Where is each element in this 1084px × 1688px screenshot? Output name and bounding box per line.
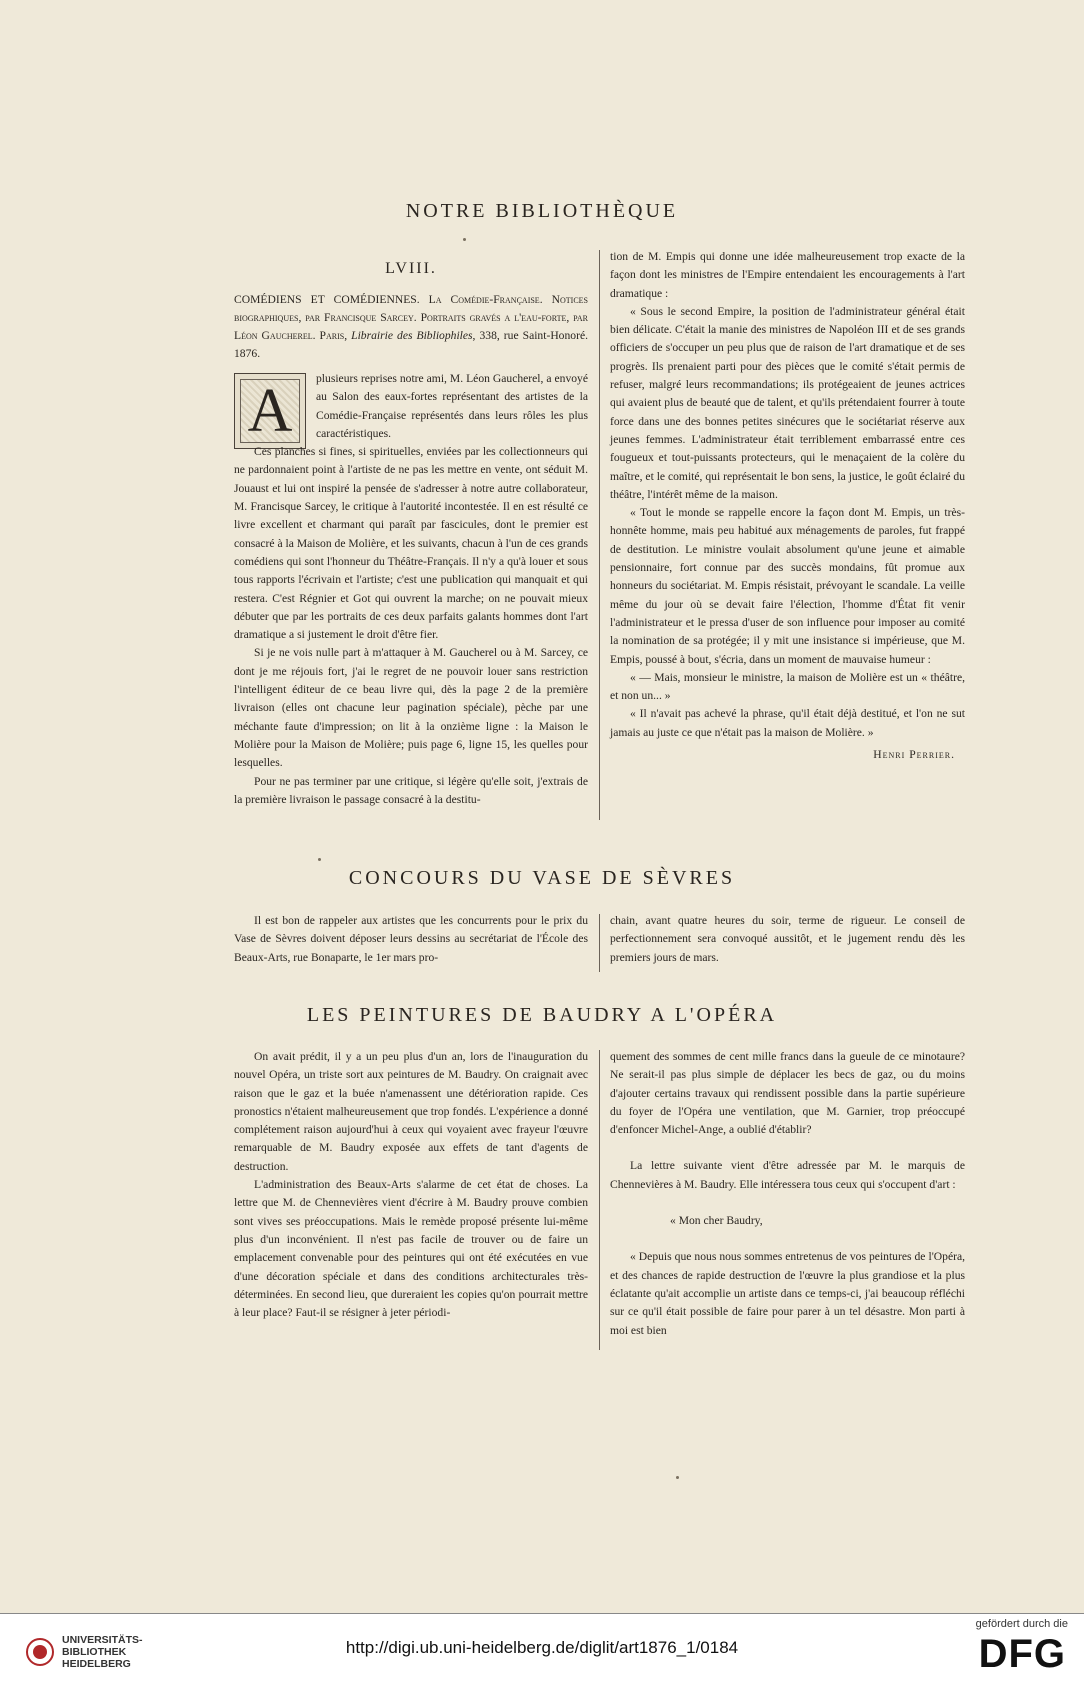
paragraph: On avait prédit, il y a un peu plus d'un an, lors de l'inauguration du nouvel Opéra, un triste sort aux peintures de M. Baudry. On craignait avec raison que le gaz et la buée n'amenassent une détérioration rapide. Ces pronostics n'étaient malheureusement que trop fondés. L'expérience a donné complétement raison aujourd'hui à ceux qui voyaient avec frayeur l'œuvre remarquable de M. Baudry exposée aux effets de tant d'agents de destruction.: [234, 1050, 588, 1173]
letter-salutation: « Mon cher Baudry,: [670, 1214, 763, 1228]
section-heading-bibliotheque: NOTRE BIBLIOTHÈQUE: [405, 200, 679, 222]
paragraph: Pour ne pas terminer par une critique, si légère qu'elle soit, j'extrais de la première livraison le passage consacré à la destitu-: [234, 774, 588, 806]
paragraph: tion de M. Empis qui donne une idée malheureusement trop exacte de la façon dont les ministres de l'Empire entendaient les encouragements à l'art dramatique :: [610, 250, 965, 300]
book-details: La Comédie-Française. Notices biographiques, par Francisque Sarcey. Portraits gravés a l'eau-forte, par Léon Gaucherel. Paris,: [234, 293, 588, 342]
column-divider: [599, 1050, 600, 1350]
paragraph: Ces planches si fines, si spirituelles, enviées par les collectionneurs qui ne pardonnaient point à l'artiste de ne pas les mettre en vente, ont séduit M. Jouaust et lui ont inspiré la pensée de s'adresser à notre autre collaborateur, M. Francisque Sarcey, le critique à l'autorité incontestée. Il en est résulté ce livre excellent et charmant qui paraît par fascicules, dont le premier est consacré à la Maison de Molière, et les suivants, chacun à l'un de ces grands comédiens qui sont l'honneur du Théâtre-Français. Il n'y a qu'à louer et sous tous rapports l'écrivain et l'artiste; c'est une publication qui manquait et qui restera. C'est Régnier et Got qui ouvrent la marche; on ne pouvait mieux débuter que par les portraits de ces deux parfaits galants hommes dont l'art dramatique a si justement le droit d'être fier.: [234, 445, 588, 642]
author-signature: Henri Perrier.: [873, 748, 955, 762]
paper-speck: [318, 858, 321, 861]
uni-line: BIBLIOTHEK: [62, 1646, 127, 1658]
paragraph-intro: plusieurs reprises notre ami, M. Léon Gaucherel, a envoyé au Salon des eaux-fortes représentant des artistes de la Comédie-Française représentés dans leurs rôles les plus caractéristiques.: [316, 372, 588, 440]
paragraph: L'administration des Beaux-Arts s'alarme de cet état de choses. La lettre que M. de Chennevières vient d'écrire à M. Baudry prouve combien sont vives ses préoccupations. Mais le remède proposé présente lui-même plus d'un inconvénient. Il n'est pas facile de trouver ou de faire un emplacement convenable pour des peintures qui ont été exécutées en vue d'une décoration spéciale et dans des conditions architecturales très-déterminées. En second lieu, que dureraient les copies qu'on pourrait mettre à leur place? Faut-il se résigner à jeter périodi-: [234, 1178, 588, 1320]
dropcap-letter: A: [247, 377, 293, 445]
concours-left-column: [234, 912, 588, 967]
permalink-url[interactable]: http://digi.ub.uni-heidelberg.de/diglit/art1876_1/0184: [345, 1638, 739, 1657]
baudry-left-column: [234, 1048, 588, 1322]
book-title: COMÉDIENS ET COMÉDIENNES.: [234, 293, 420, 306]
paragraph: Si je ne vois nulle part à m'attaquer à M. Gaucherel ou à M. Sarcey, ce dont je me réjouis fort, j'ai le regret de ne pouvoir louer sans restriction l'intelligent éditeur de ce beau livre qui, dès la page 2 de la première livraison (elles ont chacune leur pagination spéciale), pèche par une méchante faute d'impression; on lit à la onzième ligne : la Maison le Molière pour la Maison de Molière; puis page 6, ligne 15, les quelles pour lesquelles.: [234, 646, 588, 770]
paragraph: « Depuis que nous nous sommes entretenus de vos peintures de l'Opéra, et des chances de rapide destruction de l'œuvre la plus grandiose et la plus éclatante qu'ait accomplie un artiste dans ce temps-ci, j'ai beaucoup réfléchi sur ce qu'il était possible de faire pour parer à un tel désastre. Mon parti à moi est bien: [610, 1250, 965, 1337]
viewer-footer: [0, 1614, 1084, 1688]
paper-speck: [463, 238, 466, 241]
section-heading-concours: CONCOURS DU VASE DE SÈVRES: [348, 867, 736, 889]
uni-line: HEIDELBERG: [62, 1658, 131, 1670]
bibliotheque-right-column: [610, 248, 965, 764]
paragraph: « — Mais, monsieur le ministre, la maison de Molière est un « théâtre, et non un... »: [610, 670, 965, 703]
column-divider: [599, 250, 600, 820]
paragraph: La lettre suivante vient d'être adressée par M. le marquis de Chennevières à M. Baudry. Elle intéressera tous ceux qui s'occupent d'art :: [610, 1159, 965, 1191]
paragraph: chain, avant quatre heures du soir, terme de rigueur. Le conseil de perfectionnement sera convoqué aussitôt, et le jugement rendu dès les premiers jours de mars.: [610, 914, 965, 964]
paragraph: « Tout le monde se rappelle encore la façon dont M. Empis, un très-honnête homme, mais peu habitué aux ménagements de paroles, fut frappé de destitution. Le ministre voulait absolument qu'une jeune et aimable pensionnaire, fort connue par des succès mondains, fût promue aux honneurs du sociétariat. M. Empis résistait, prévoyant le scandale. La veille même du jour où se devait faire l'élection, l'homme d'État fit venir l'administrateur et le pressa d'user de son influence pour imposer au comité la nomination de sa protégée; il y mit une insistance si impérieuse, que M. Empis, poussé à bout, s'écria, dans un moment de mauvaise humeur :: [610, 506, 965, 666]
paragraph: quement des sommes de cent mille francs dans la gueule de ce minotaure? Ne serait-il pas plus simple de déplacer les becs de gaz, ou du moins d'ajouter certains travaux qui rendissent possible dans la partie supérieure du foyer de l'Opéra une ventilation, que M. Garnier, trop préoccupé d'enfoncer Michel-Ange, a oublié d'établir?: [610, 1050, 965, 1137]
bibliography-entry: [234, 291, 588, 363]
book-address: , 338, rue Saint-Honoré. 1876.: [234, 329, 588, 360]
bibliotheque-left-column: [234, 370, 588, 809]
article-number: LVIII.: [385, 260, 437, 277]
section-heading-baudry: LES PEINTURES DE BAUDRY A L'OPÉRA: [306, 1004, 778, 1026]
paper-speck: [676, 1476, 679, 1479]
dfg-logo: DFG: [978, 1632, 1066, 1676]
baudry-right-column: [610, 1048, 965, 1340]
column-divider: [599, 914, 600, 972]
paragraph: « Sous le second Empire, la position de l'administrateur général était bien délicate. C'était la manie des ministres de Napoléon III et de ses grands officiers de s'occuper un peu plus que de raison de l'art dramatique et de ses progrès. Ils prenaient parti pour des pièces que le comité s'était permis de refuser, malgré leurs recommandations; ils protégeaient de jeunes actrices qui avaient plus de beauté que de talent, et qu'ils prétendaient fourrer à toute force dans une des bonnes petites sinécures que le sociétariat réserve aux jeunes femmes. L'administrateur était terriblement embarrassé entre ces fougueux et tout-puissants protecteurs, qui le menaçaient de la colère du maître, et le comité, qui représentait le bon sens, la justice, le goût éclairé du théâtre, l'intérêt même de la maison.: [610, 304, 965, 501]
uni-line: UNIVERSITÄTS-: [62, 1634, 143, 1646]
funding-caption: gefördert durch die: [975, 1618, 1068, 1630]
concours-right-column: [610, 912, 965, 967]
publisher: Librairie des Bibliophiles: [351, 329, 473, 342]
paragraph: « Il n'avait pas achevé la phrase, qu'il était déjà destitué, et l'on ne sut jamais au juste ce que n'était pas la maison de Molière. »: [610, 707, 965, 739]
paragraph: Il est bon de rappeler aux artistes que les concurrents pour le prix du Vase de Sèvres doivent déposer leurs dessins au secrétariat de l'École des Beaux-Arts, rue Bonaparte, le 1er mars pro-: [234, 914, 588, 964]
